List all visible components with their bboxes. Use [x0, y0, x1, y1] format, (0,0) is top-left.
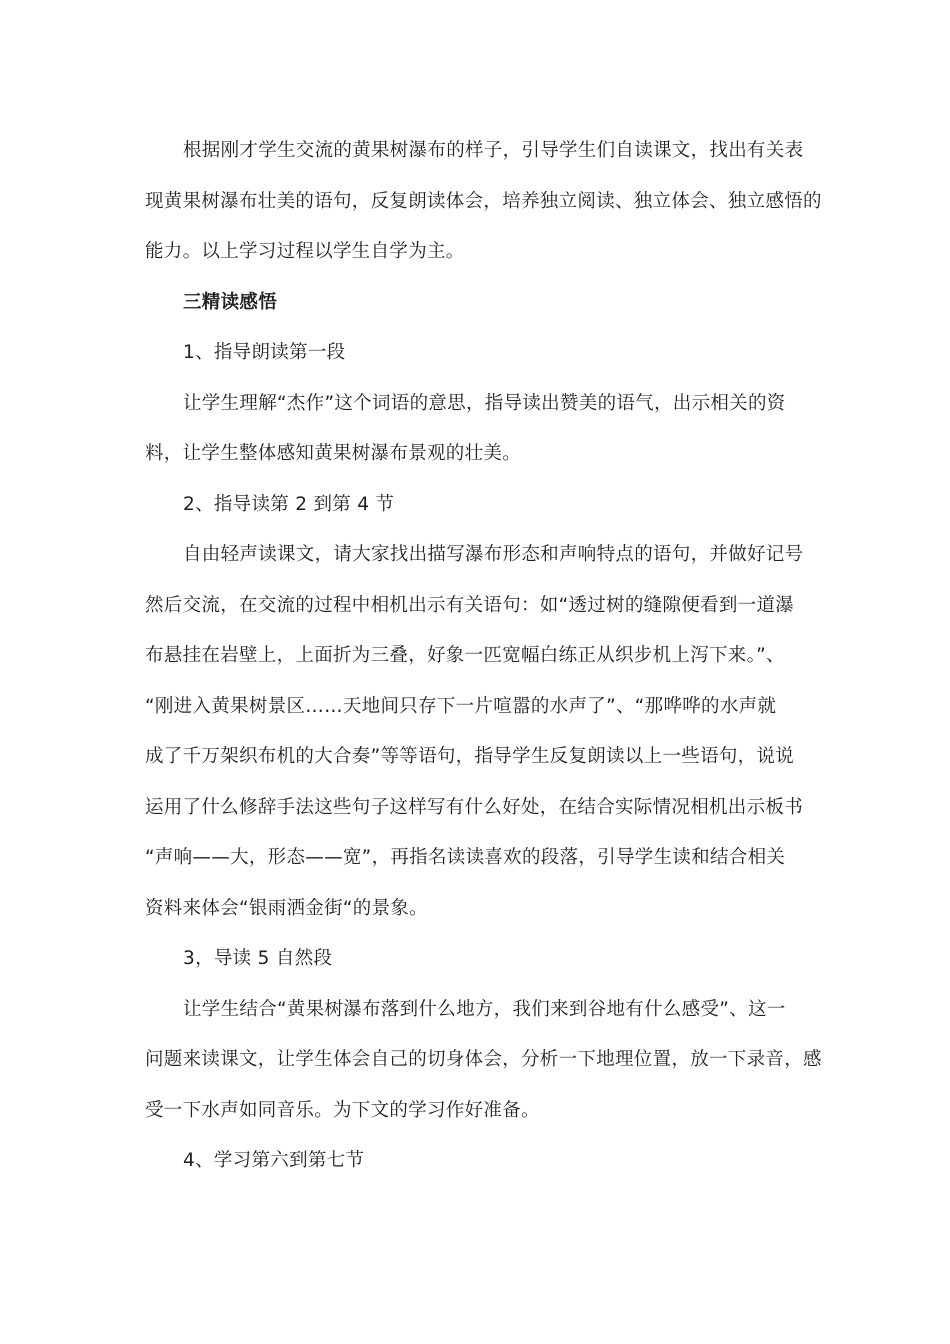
text-line: 4、学习第六到第七节	[183, 1150, 365, 1171]
text-line: 成了千万架织布机的大合奏”等等语句，指导学生反复朗读以上一些语句，说说	[145, 746, 795, 767]
text-line: 现黄果树瀑布壮美的语句，反复朗读体会，培养独立阅读、独立体会、独立感悟的	[145, 190, 822, 212]
text-line: 2、指导读第 2 到第 4 节	[183, 493, 395, 515]
text-line: 三精读感悟	[183, 291, 278, 313]
paragraph	[145, 985, 822, 1137]
text-line: 1、指导朗读第一段	[183, 342, 346, 363]
paragraph	[145, 126, 822, 278]
text-line: 根据刚才学生交流的黄果树瀑布的样子，引导学生们自读课文，找出有关表	[183, 140, 804, 161]
text-line: 自由轻声读课文，请大家找出描写瀑布形态和声响特点的语句，并做好记号	[183, 544, 804, 565]
text-line: 运用了什么修辞手法这些句子这样写有什么好处，在结合实际情况相机出示板书	[145, 796, 804, 818]
paragraph	[145, 1136, 810, 1187]
text-line: 料，让学生整体感知黄果树瀑布景观的壮美。	[145, 443, 522, 464]
text-line: 3，导读 5 自然段	[183, 948, 333, 969]
text-line: 然后交流，在交流的过程中相机出示有关语句：如“透过树的缝隙便看到一道瀑	[145, 594, 795, 616]
paragraph	[145, 480, 810, 531]
text-line: 能力。以上学习过程以学生自学为主。	[145, 241, 465, 262]
text-line: 问题来读课文，让学生体会自己的切身体会，分析一下地理位置，放一下录音，感	[145, 1049, 822, 1070]
section-heading	[145, 278, 810, 329]
paragraph	[145, 934, 810, 985]
text-line: 资料来体会“银雨洒金街“的景象。	[145, 897, 428, 919]
paragraph	[145, 379, 810, 480]
paragraph	[145, 328, 810, 379]
text-line: 让学生理解“杰作”这个词语的意思，指导读出赞美的语气，出示相关的资	[183, 392, 786, 414]
document-body	[145, 126, 822, 1187]
text-line: “刚进入黄果树景区……天地间只存下一片喧嚣的水声了”、“那哗哗的水声就	[145, 695, 777, 717]
text-line: 让学生结合“黄果树瀑布落到什么地方，我们来到谷地有什么感受”、这一	[183, 998, 786, 1020]
text-line: 布悬挂在岩壁上，上面折为三叠，好象一匹宽幅白练正从织步机上泻下来。”、	[145, 645, 785, 666]
text-line: “声响——大，形态——宽”，再指名读读喜欢的段落，引导学生读和结合相关	[145, 847, 786, 868]
paragraph	[145, 530, 810, 934]
text-line: 受一下水声如同音乐。为下文的学习作好准备。	[145, 1099, 540, 1121]
